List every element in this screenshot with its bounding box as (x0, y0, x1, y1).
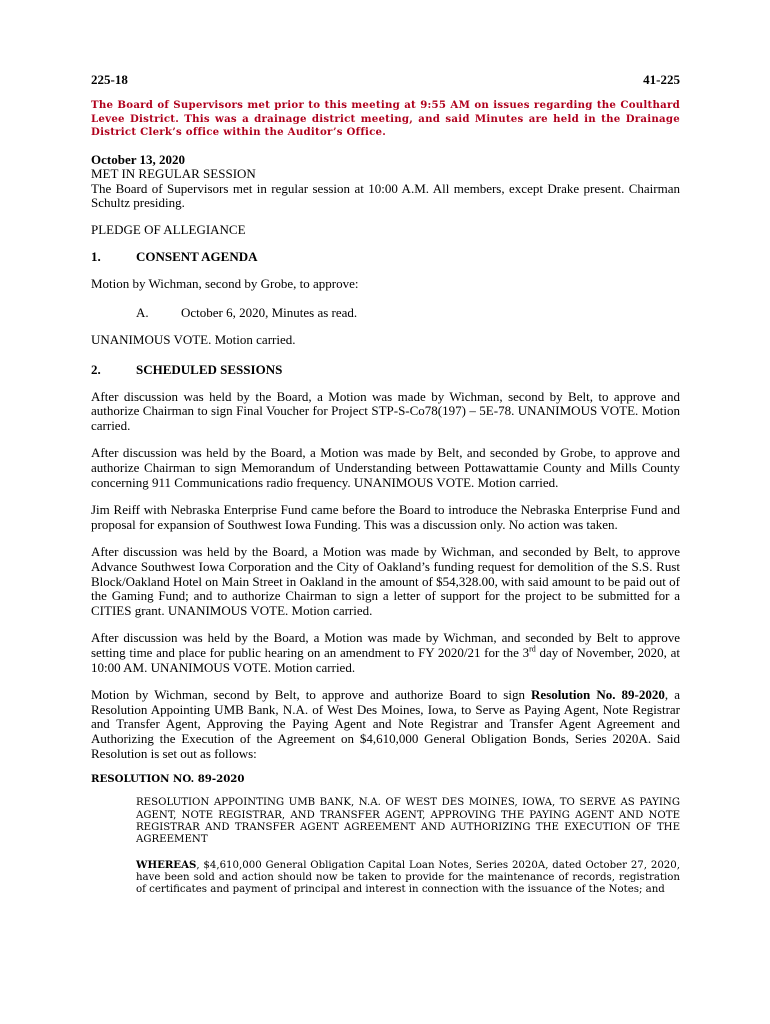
document-page (91, 72, 680, 897)
resolution-title: RESOLUTION NO. 89-2020 (91, 773, 245, 786)
consent-motion: Motion by Wichman, second by Grobe, to approve: (91, 276, 359, 292)
whereas-label: WHEREAS (136, 858, 197, 871)
consent-item (91, 305, 680, 320)
section-scheduled-sessions (91, 362, 680, 377)
page-header (91, 72, 680, 87)
pledge: PLEDGE OF ALLEGIANCE (91, 221, 246, 237)
resolution-whereas (91, 859, 680, 897)
meeting-date: October 13, 2020 (91, 151, 185, 167)
meeting-intro: The Board of Supervisors met in regular session at 10:00 A.M. All members, except Drake present. Chairman Schultz presiding. (91, 180, 680, 211)
section-title: CONSENT AGENDA (136, 249, 258, 265)
consent-vote: UNANIMOUS VOTE. Motion carried. (91, 332, 296, 348)
whereas-text: , $4,610,000 General Obligation Capital Loan Notes, Series 2020A, dated October 27, 2020, have been sold and action should now be taken to provide for the maintenance of records, registration of certificates and payment of principal and interest in connection with the issuance of the Notes; and (136, 859, 680, 896)
paragraph-memorandum: After discussion was held by the Board, a Motion was made by Belt, and seconded by Grobe, to approve and authorize Chairman to sign Memorandum of Understanding between Pottawattamie County and Mills County concerning 911 Communications radio frequency. UNANIMOUS VOTE. Motion carried. (91, 445, 680, 490)
consent-item-letter: A. (136, 305, 149, 321)
drainage-notice: The Board of Supervisors met prior to this meeting at 9:55 AM on issues regarding the Coulthard Levee District. This was a drainage district meeting, and said Minutes are held in the Drainage District Clerk’s office within the Auditor’s Office. (91, 99, 680, 138)
paragraph-nebraska-fund: Jim Reiff with Nebraska Enterprise Fund came before the Board to introduce the Nebraska Enterprise Fund and proposal for expansion of Southwest Iowa Funding. This was a discussion only. No action was taken. (91, 502, 680, 532)
resolution-heading: RESOLUTION APPOINTING UMB BANK, N.A. OF WEST DES MOINES, IOWA, TO SERVE AS PAYING AGENT, NOTE REGISTRAR, AND TRANSFER AGENT, APPROVING THE PAYING AGENT AND NOTE REGISTRAR AND TRANSFER AGENT AGREEMENT AND AUTHORIZING THE EXECUTION OF THE AGREEMENT (136, 797, 680, 846)
resolution-number: Resolution No. 89-2020 (531, 687, 665, 703)
paragraph-final-voucher: After discussion was held by the Board, a Motion was made by Wichman, second by Belt, to approve and authorize Chairman to sign Final Voucher for Project STP-S-Co78(197) – 5E-78. UNANIMOUS VOTE. Motion carried. (91, 388, 680, 433)
public-hearing-text-a: After discussion was held by the Board, a Motion was made by Wichman, and seconded by Belt to approve setting time and place for public hearing on an amendment to FY 2020/21 for the 3 (91, 630, 680, 660)
resolution-motion-text-b: , a Resolution Appointing UMB Bank, N.A. of West Des Moines, Iowa, to Serve as Paying Agent, Note Registrar and Transfer Agent, Approving the Paying Agent and Note Registrar and Transfer Agent Agreement and Authorizing the Execution of the Agreement on $4,610,000 General Obligation Bonds, Series 2020A. Said Resolution is set out as follows: (91, 687, 680, 761)
section-number: 1. (91, 249, 101, 265)
paragraph-oakland-hotel: After discussion was held by the Board, a Motion was made by Wichman, and seconded by Belt, to approve Advance Southwest Iowa Corporation and the City of Oakland’s funding request for demolition of the S.S. Rust Block/Oakland Hotel on Main Street in Oakland in the amount of $54,328.00, with said amount to be paid out of the Gaming Fund; and to authorize Chairman to sign a letter of support for the project to be submitted for a CITIES grant. UNANIMOUS VOTE. Motion carried. (91, 544, 680, 618)
section-number: 2. (91, 361, 101, 377)
page-header-left: 225-18 (91, 72, 128, 87)
ordinal-suffix: rd (529, 644, 536, 654)
page-header-right: 41-225 (643, 72, 680, 87)
meeting-session: MET IN REGULAR SESSION (91, 166, 256, 182)
consent-item-text: October 6, 2020, Minutes as read. (181, 305, 358, 321)
public-hearing-text-b: day of November, 2020, at 10:00 AM. UNANIMOUS VOTE. Motion carried. (91, 644, 680, 675)
paragraph-public-hearing (91, 631, 680, 675)
resolution-motion-text-a: Motion by Wichman, second by Belt, to approve and authorize Board to sign (91, 687, 532, 703)
paragraph-resolution-motion (91, 688, 680, 761)
section-title: SCHEDULED SESSIONS (136, 361, 283, 377)
section-consent-agenda (91, 249, 680, 264)
